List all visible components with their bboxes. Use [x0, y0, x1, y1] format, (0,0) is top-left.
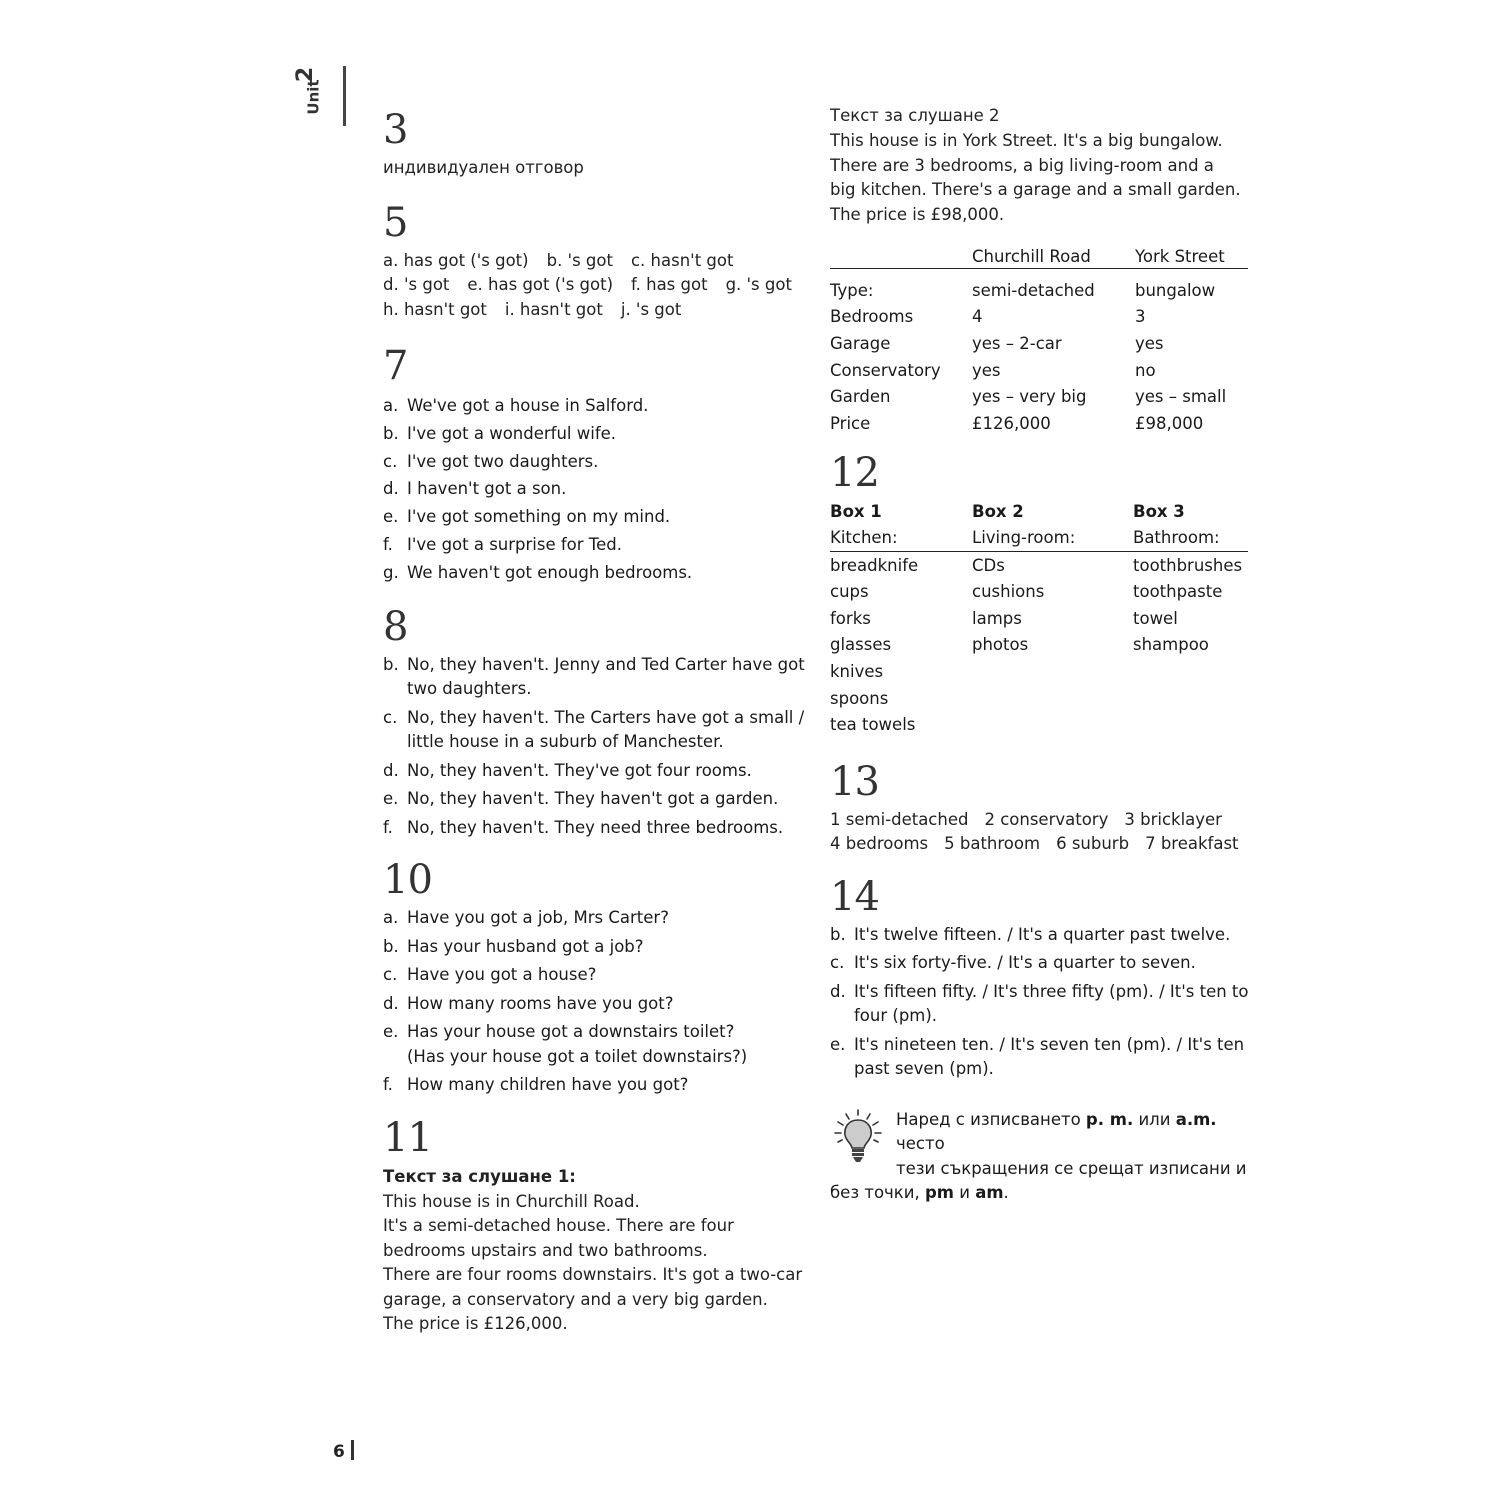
- cell: no: [1135, 360, 1156, 380]
- answer-row: [383, 298, 813, 323]
- answer: 2 conservatory: [984, 809, 1109, 829]
- item-label: e.: [830, 1034, 846, 1054]
- room-label: Kitchen:: [830, 528, 898, 548]
- item-text: It's twelve fifteen. / It's a quarter past twelve.: [854, 924, 1231, 944]
- cell: toothbrushes: [1133, 555, 1243, 575]
- item-label: d.: [383, 479, 399, 499]
- footer-divider: [351, 1440, 354, 1460]
- right-column: [830, 103, 1260, 1206]
- answer-row: [383, 273, 813, 298]
- list-item: [383, 906, 813, 931]
- page-footer: [333, 1440, 354, 1462]
- left-column: [383, 108, 813, 1355]
- cell: forks: [830, 608, 871, 628]
- item-label: b.: [830, 924, 846, 944]
- cell: yes – very big: [972, 387, 1087, 407]
- tip-line: тези съкращения се срещат изписани и: [896, 1158, 1247, 1178]
- table-header-row: [830, 247, 1248, 269]
- list-item: [383, 1020, 767, 1069]
- cell: 3: [1135, 307, 1146, 327]
- tip-text: .: [1003, 1183, 1009, 1203]
- item-label: f.: [383, 534, 393, 554]
- text-line: There are four rooms downstairs. It's got a two-car: [383, 1265, 803, 1285]
- table-row: [830, 304, 1248, 331]
- table-row: [830, 410, 1248, 437]
- row-label: Conservatory: [830, 360, 941, 380]
- exercise-7: [383, 344, 813, 587]
- item-label: d.: [383, 760, 399, 780]
- item-text: We haven't got enough bedrooms.: [407, 562, 693, 582]
- unit-label: Unit: [304, 79, 323, 115]
- list-item: [383, 420, 813, 448]
- answer: c. hasn't got: [630, 250, 734, 270]
- item-text: I haven't got a son.: [407, 479, 567, 499]
- tip-line: [830, 1108, 1260, 1157]
- cell: lamps: [972, 608, 1022, 628]
- exercise-11: [383, 1116, 813, 1337]
- answer: 1 semi-detached: [830, 809, 969, 829]
- answer: a. has got ('s got): [383, 250, 529, 270]
- exercise-number: 12: [830, 449, 879, 496]
- item-text: Have you got a job, Mrs Carter?: [407, 908, 669, 928]
- lightbulb-icon: [832, 1108, 884, 1164]
- item-text: No, they haven't. They've got four rooms.: [407, 760, 752, 780]
- exercise-number: 10: [383, 857, 432, 904]
- item-text: We've got a house in Salford.: [407, 396, 649, 415]
- item-label: b.: [383, 423, 399, 443]
- list-item: [383, 559, 813, 587]
- cell: towel: [1133, 608, 1178, 628]
- item-label: c.: [830, 953, 845, 973]
- cell: cushions: [972, 582, 1045, 602]
- item-label: c.: [383, 707, 398, 727]
- cell: breadknife: [830, 555, 919, 575]
- room-row: [830, 525, 1248, 552]
- box-title: Box 1: [830, 502, 882, 522]
- column-header: [830, 247, 972, 269]
- row-label: Type:: [830, 280, 874, 300]
- answer: b. 's got: [546, 250, 613, 270]
- cell: shampoo: [1133, 635, 1209, 655]
- exercise-14: [830, 875, 1260, 1082]
- item-label: a.: [383, 908, 399, 928]
- exercise-8: [383, 605, 813, 841]
- item-text: It's fifteen fifty. / It's three fifty (pm). / It's ten to four (pm).: [854, 981, 1249, 1026]
- tip-bold: am: [975, 1183, 1004, 1203]
- row-label: Price: [830, 413, 871, 433]
- answer: i. hasn't got: [504, 299, 603, 319]
- listening-heading: Текст за слушане 2: [830, 106, 1000, 125]
- list-item: [830, 951, 1260, 976]
- item-text: I've got something on my mind.: [407, 507, 671, 527]
- item-text: How many children have you got?: [407, 1075, 689, 1095]
- column-header: Churchill Road: [972, 247, 1091, 266]
- house-comparison-table: [830, 247, 1248, 437]
- list-item: [383, 392, 813, 420]
- exercise-number: 13: [830, 758, 879, 805]
- answer-row: [830, 832, 1260, 857]
- tip-bold: pm: [924, 1183, 954, 1203]
- item-label: e.: [383, 789, 399, 809]
- tip-text: и: [954, 1183, 976, 1203]
- listening-heading: Текст за слушане 1:: [383, 1166, 576, 1186]
- item-text: I've got two daughters.: [407, 451, 599, 471]
- exercise-number: 5: [383, 199, 408, 246]
- table-row: [830, 269, 1248, 304]
- tip-text: или: [1133, 1109, 1176, 1129]
- cell: glasses: [830, 635, 892, 655]
- item-label: a.: [383, 396, 399, 415]
- column-header: York Street: [1135, 247, 1225, 266]
- table-row: [830, 551, 1248, 582]
- answer-row: [383, 249, 813, 274]
- text-line: bedrooms upstairs and two bathrooms.: [383, 1240, 708, 1260]
- item-label: c.: [383, 965, 398, 985]
- cell: spoons: [830, 688, 889, 708]
- item-text: Have you got a house?: [407, 965, 597, 985]
- item-text: No, they haven't. They need three bedrooms.: [407, 817, 784, 837]
- list-item: [383, 963, 813, 988]
- item-text: It's six forty-five. / It's a quarter to seven.: [854, 953, 1196, 973]
- item-text: I've got a wonderful wife.: [407, 423, 617, 443]
- item-label: g.: [383, 562, 399, 582]
- exercise-10: [383, 858, 813, 1098]
- item-text: Has your husband got a job?: [407, 936, 644, 956]
- item-label: e.: [383, 1022, 399, 1042]
- text-line: big kitchen. There's a garage and a small garden.: [830, 180, 1241, 199]
- item-label: f.: [383, 817, 393, 837]
- table-row: [830, 609, 1248, 636]
- list-item: [830, 923, 1260, 948]
- exercise-12: [830, 451, 1260, 742]
- unit-divider: [343, 66, 346, 126]
- cell: £98,000: [1135, 413, 1204, 433]
- table-row: [830, 330, 1248, 357]
- item-label: d.: [383, 993, 399, 1013]
- cell: cups: [830, 582, 869, 602]
- item-text: No, they haven't. They haven't got a garden.: [407, 789, 779, 809]
- item-label: b.: [383, 654, 399, 674]
- table-row: [830, 689, 1248, 716]
- item-text: How many rooms have you got?: [407, 993, 674, 1013]
- cell: bungalow: [1135, 280, 1216, 300]
- list-item: [383, 531, 813, 559]
- cell: knives: [830, 661, 884, 681]
- text-line: It's a semi-detached house. There are four: [383, 1216, 734, 1236]
- answer: h. hasn't got: [383, 299, 487, 319]
- room-label: Bathroom:: [1133, 528, 1220, 548]
- tip-bold: a.m.: [1175, 1109, 1217, 1129]
- item-text: No, they haven't. Jenny and Ted Carter have got two daughters.: [407, 654, 805, 699]
- tip-bold: p. m.: [1085, 1109, 1134, 1129]
- cell: photos: [972, 635, 1029, 655]
- unit-tab: [293, 60, 348, 126]
- item-text: I've got a surprise for Ted.: [407, 534, 622, 554]
- unit-number: 2: [293, 66, 319, 83]
- answer: 5 bathroom: [944, 834, 1041, 854]
- tip-text: често: [896, 1134, 945, 1154]
- table-row: [830, 383, 1248, 410]
- cell: yes – small: [1135, 387, 1227, 407]
- cell: tea towels: [830, 715, 916, 735]
- list-item: [383, 759, 813, 784]
- list-item: [383, 935, 813, 960]
- tip-text: без точки,: [830, 1183, 925, 1203]
- row-label: Bedrooms: [830, 307, 914, 327]
- text-line: The price is £98,000.: [830, 204, 1005, 224]
- text-line: This house is in Churchill Road.: [383, 1191, 640, 1211]
- list-item: [383, 503, 813, 531]
- cell: CDs: [972, 555, 1005, 575]
- answer: d. 's got: [383, 275, 450, 294]
- table-row: [830, 357, 1248, 384]
- box-title-row: [830, 499, 1248, 525]
- exercise-number: 14: [830, 873, 879, 920]
- answer: 3 bricklayer: [1124, 809, 1222, 829]
- cell: semi-detached: [972, 280, 1095, 300]
- list-item: [830, 1033, 1254, 1082]
- list-item: [830, 980, 1254, 1029]
- exercise-3-answer: индивидуален отговор: [383, 158, 584, 177]
- table-row: [830, 662, 1248, 689]
- table-row: [830, 715, 1248, 742]
- listening-text-2: [830, 103, 1260, 227]
- exercise-number: 7: [383, 343, 408, 389]
- list-item: [383, 475, 813, 503]
- text-line: This house is in York Street. It's a big bungalow.: [830, 131, 1223, 150]
- text-line: There are 3 bedrooms, a big living-room and a: [830, 155, 1214, 175]
- list-item: [383, 816, 813, 841]
- tip-line: [830, 1181, 1260, 1206]
- answer: j. 's got: [620, 299, 682, 319]
- exercise-number: 3: [383, 107, 408, 153]
- cell: toothpaste: [1133, 582, 1223, 602]
- row-label: Garden: [830, 387, 891, 407]
- item-text: Has your house got a downstairs toilet? (Has your house got a toilet downstairs?): [407, 1022, 748, 1066]
- exercise-3: [383, 108, 813, 181]
- item-text: It's nineteen ten. / It's seven ten (pm). / It's ten past seven (pm).: [854, 1034, 1245, 1079]
- tip-text: Наред с изписването: [896, 1109, 1086, 1129]
- item-label: b.: [383, 936, 399, 956]
- tip-note: [830, 1104, 1260, 1206]
- exercise-5: [383, 201, 813, 323]
- row-label: Garage: [830, 333, 891, 353]
- answer: g. 's got: [725, 275, 792, 294]
- room-label: Living-room:: [972, 528, 1076, 548]
- text-line: garage, a conservatory and a very big garden.: [383, 1289, 768, 1309]
- cell: yes: [1135, 333, 1164, 353]
- cell: 4: [972, 307, 983, 327]
- list-item: [383, 992, 813, 1017]
- page-number: 6: [333, 1442, 345, 1462]
- box-title: Box 2: [972, 502, 1024, 522]
- list-item: [383, 706, 813, 755]
- answer: 6 suburb: [1056, 834, 1130, 854]
- list-item: [383, 653, 813, 702]
- item-label: e.: [383, 507, 399, 527]
- cell: £126,000: [972, 413, 1051, 433]
- exercise-number: 8: [383, 603, 408, 650]
- item-label: f.: [383, 1075, 393, 1095]
- item-label: c.: [383, 451, 398, 471]
- cell: yes: [972, 360, 1001, 380]
- exercise-13: [830, 760, 1260, 857]
- list-item: [383, 787, 813, 812]
- cell: yes – 2-car: [972, 333, 1062, 353]
- table-row: [830, 635, 1248, 662]
- table-row: [830, 582, 1248, 609]
- item-text: No, they haven't. The Carters have got a small / little house in a suburb of Manchester.: [407, 707, 805, 752]
- answer: e. has got ('s got): [467, 275, 614, 294]
- text-line: The price is £126,000.: [383, 1314, 568, 1334]
- list-item: [383, 1073, 813, 1098]
- box-title: Box 3: [1133, 502, 1185, 522]
- answer: 4 bedrooms: [830, 834, 929, 854]
- boxes-table: [830, 499, 1248, 742]
- answer: f. has got: [631, 275, 708, 294]
- item-label: d.: [830, 981, 846, 1001]
- answer: 7 breakfast: [1145, 834, 1239, 854]
- exercise-number: 11: [383, 1114, 432, 1161]
- list-item: [383, 448, 813, 476]
- answer-row: [830, 808, 1260, 833]
